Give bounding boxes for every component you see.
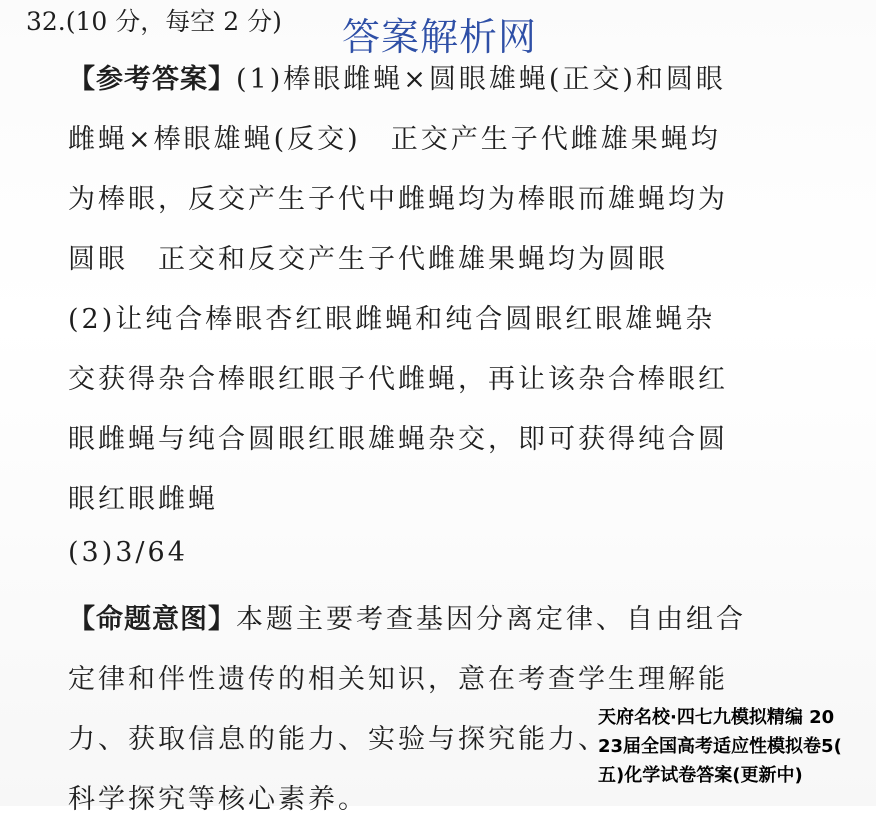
intent-label: 【命题意图】 bbox=[68, 604, 236, 635]
answer-label: 【参考答案】 bbox=[68, 64, 236, 95]
answer-line-3: 为棒眼，反交产生子代中雌蝇均为棒眼而雄蝇均为 bbox=[68, 184, 728, 215]
question-header: 32.(10 分，每空 2 分) bbox=[26, 7, 282, 36]
intent-line-2: 定律和伴性遗传的相关知识，意在考查学生理解能 bbox=[68, 664, 728, 695]
overlay-caption-line-3: 五)化学试卷答案(更新中) bbox=[598, 765, 803, 786]
answer-line-5: (2)让纯合棒眼杏红眼雌蝇和纯合圆眼红眼雄蝇杂 bbox=[68, 304, 716, 335]
answer-line-4: 圆眼 正交和反交产生子代雌雄果蝇均为圆眼 bbox=[68, 244, 668, 275]
intent-line-1 bbox=[68, 597, 746, 636]
site-watermark: 答案解析网 bbox=[342, 15, 538, 59]
intent-line-4: 科学探究等核心素养。 bbox=[68, 784, 368, 815]
answer-line-7: 眼雌蝇与纯合圆眼红眼雄蝇杂交，即可获得纯合圆 bbox=[68, 424, 728, 455]
overlay-caption bbox=[598, 703, 874, 790]
answer-line-6: 交获得杂合棒眼红眼子代雌蝇，再让该杂合棒眼红 bbox=[68, 364, 728, 395]
intent-text: 本题主要考查基因分离定律、自由组合 bbox=[236, 604, 746, 635]
answer-text: (1)棒眼雌蝇×圆眼雄蝇(正交)和圆眼 bbox=[236, 64, 726, 95]
overlay-caption-line-2: 23届全国高考适应性模拟卷5( bbox=[598, 736, 842, 757]
answer-line-1 bbox=[68, 57, 726, 96]
answer-line-8: 眼红眼雌蝇 bbox=[68, 484, 218, 515]
intent-line-3: 力、获取信息的能力、实验与探究能力、 bbox=[68, 724, 608, 755]
overlay-caption-line-1: 天府名校·四七九模拟精编 20 bbox=[598, 707, 835, 728]
answer-line-2: 雌蝇×棒眼雄蝇(反交) 正交产生子代雌雄果蝇均 bbox=[68, 124, 721, 155]
answer-line-9: (3)3/64 bbox=[68, 537, 188, 568]
